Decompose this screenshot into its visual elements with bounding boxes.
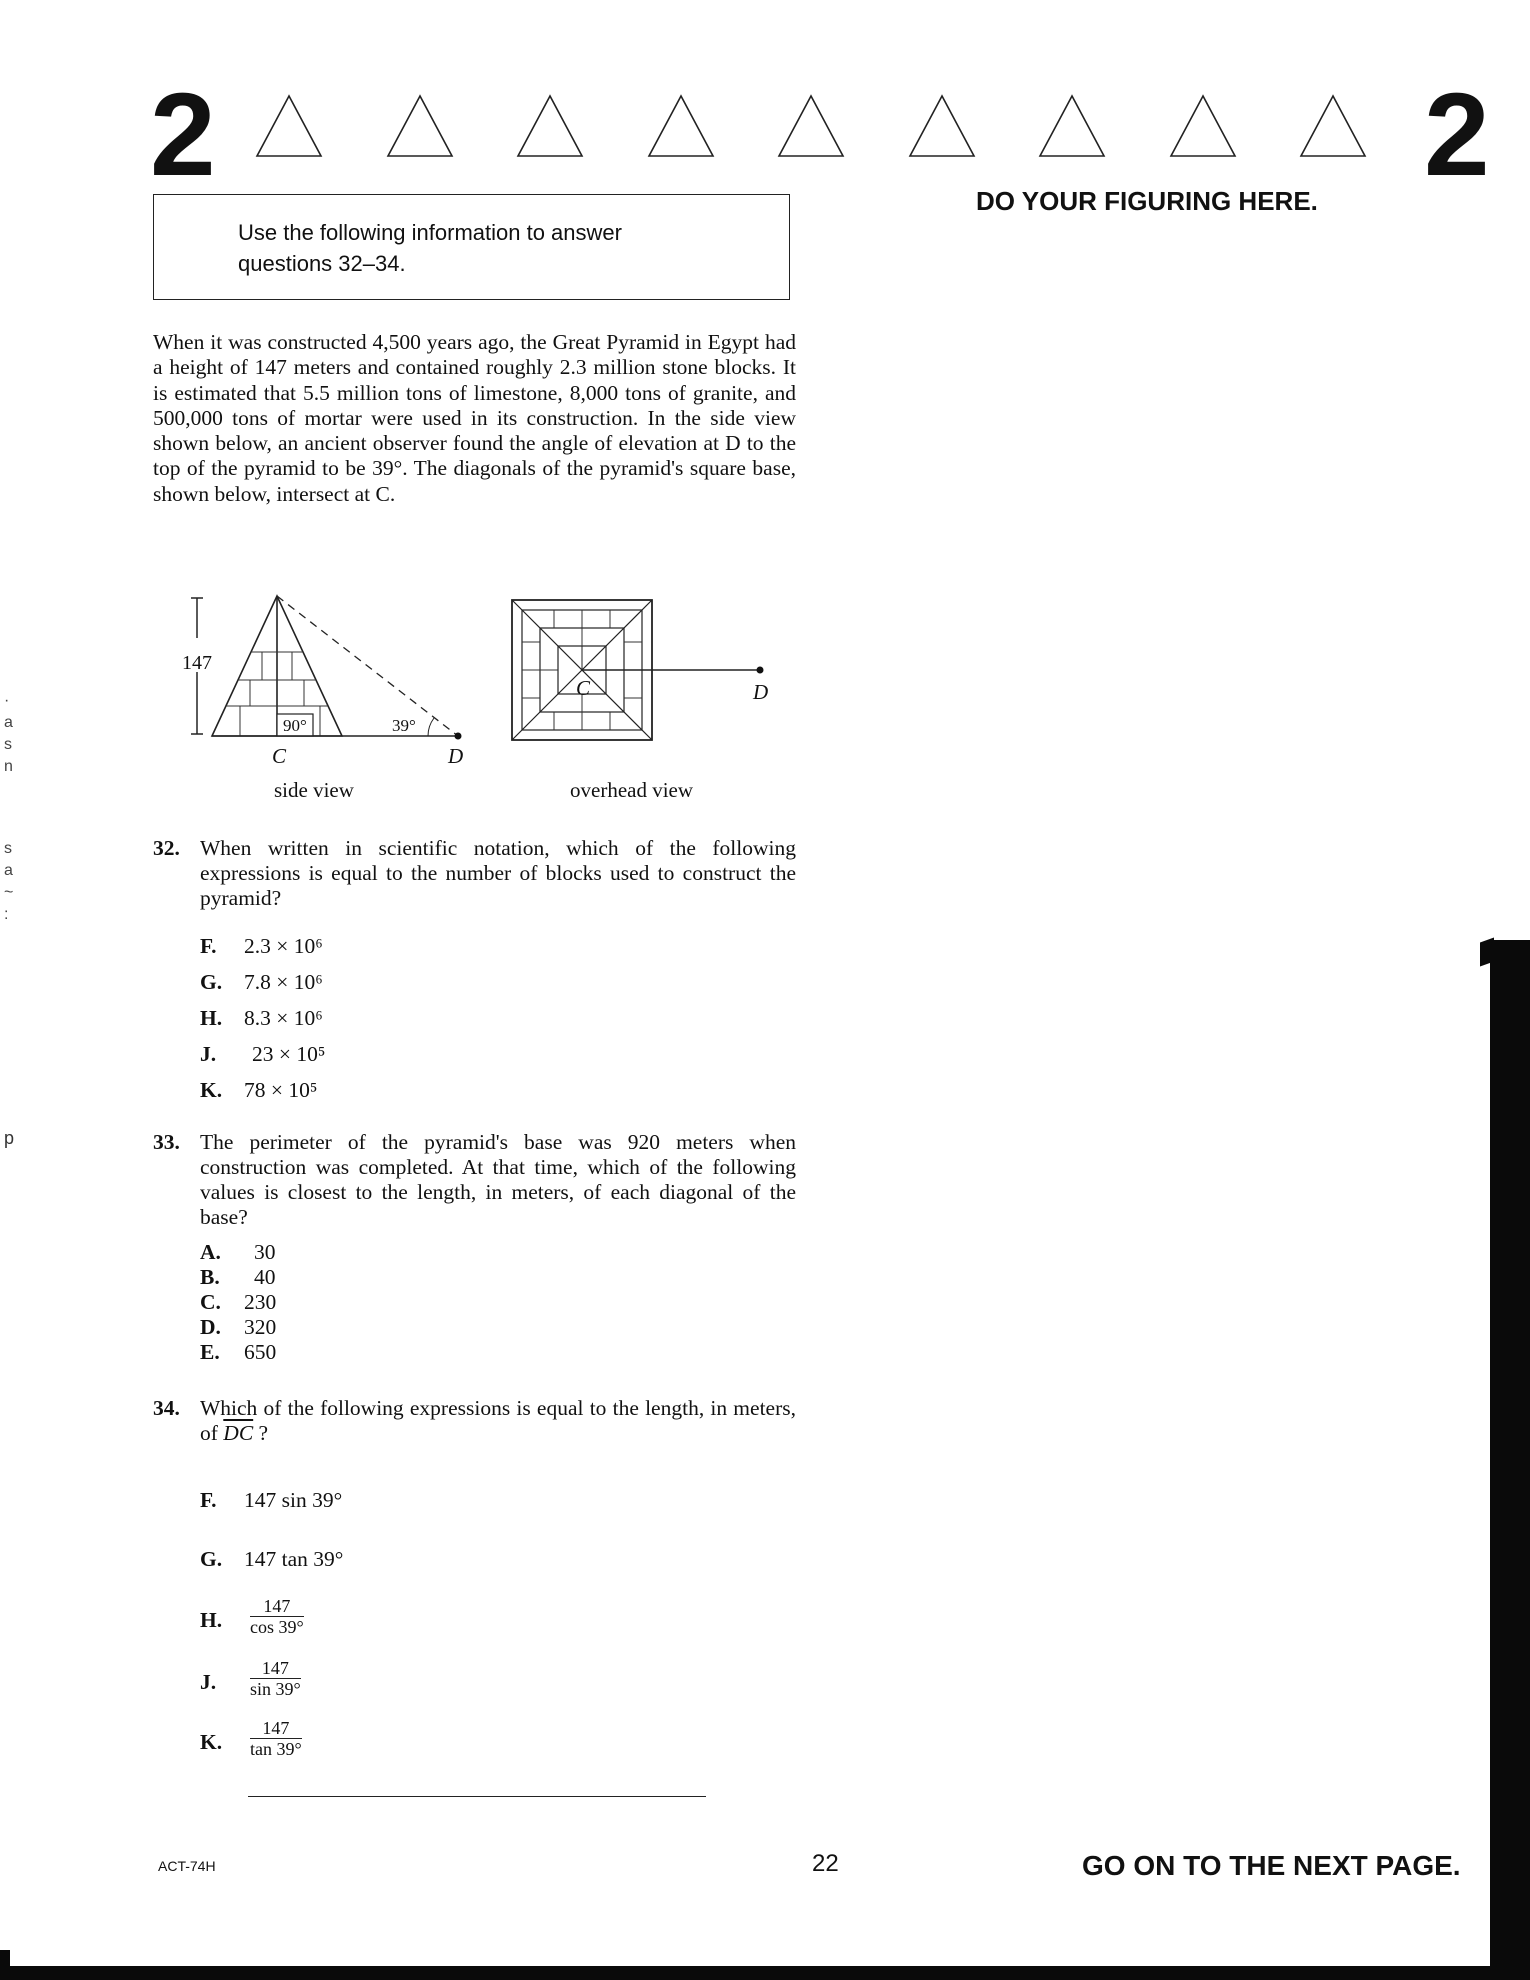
option-letter: D. <box>200 1315 221 1339</box>
question-text: The perimeter of the pyramid's base was 920 meters when construction was completed. At that time, which of the following values is closest to the length, in meters, of each diagonal of the base? <box>200 1130 796 1229</box>
question-text: When written in scientific notation, which of the following expressions is equal to the number of blocks used to construct the pyramid? <box>200 836 796 910</box>
option-letter: F. <box>200 1488 217 1512</box>
option-letter: H. <box>200 1608 223 1632</box>
question-34 <box>0 1396 800 1796</box>
question-32 <box>0 836 800 1102</box>
triangle-icon <box>516 92 584 160</box>
option-letter: C. <box>200 1290 221 1314</box>
option-value: 30 <box>254 1240 276 1264</box>
option-letter: F. <box>200 934 217 958</box>
option-letter: G. <box>200 970 223 994</box>
option-j <box>200 1670 244 1695</box>
option-letter: H. <box>200 1006 223 1030</box>
option-value: 78 × 10⁵ <box>244 1078 318 1102</box>
triangle-icon <box>777 92 845 160</box>
info-line-1: Use the following information to answer <box>238 220 622 245</box>
triangle-icon <box>1299 92 1367 160</box>
triangle-row <box>255 92 1385 162</box>
triangle-icon <box>255 92 323 160</box>
point-c-label: C <box>272 744 287 768</box>
next-page-instruction: GO ON TO THE NEXT PAGE. <box>1082 1850 1461 1881</box>
fraction-h <box>250 1596 304 1637</box>
option-e <box>200 1340 276 1365</box>
info-line-2: questions 32–34. <box>238 251 406 276</box>
option-value: 23 × 10⁵ <box>252 1042 326 1066</box>
question-33 <box>0 1130 800 1370</box>
left-margin-marks-2: s a ~ : <box>4 840 14 923</box>
end-rule <box>248 1796 706 1797</box>
fraction-denominator: tan 39° <box>250 1739 302 1759</box>
fraction-numerator: 147 <box>250 1658 301 1679</box>
test-code: ACT-74H <box>158 1858 216 1874</box>
option-letter: B. <box>200 1265 220 1289</box>
option-value: 2.3 × 10⁶ <box>244 934 323 958</box>
option-f <box>200 1488 342 1513</box>
option-j <box>200 1042 325 1067</box>
info-box-text <box>238 217 758 279</box>
option-value: 40 <box>254 1265 276 1289</box>
overhead-view-caption: overhead view <box>570 778 694 802</box>
option-k <box>200 1730 244 1755</box>
option-d <box>200 1315 276 1340</box>
option-value: 650 <box>244 1340 277 1364</box>
scan-edge-tip <box>1480 937 1494 966</box>
question-text-after: ? <box>253 1421 269 1445</box>
angle-label: 39° <box>392 716 416 735</box>
info-box <box>153 194 790 300</box>
height-label: 147 <box>182 652 212 674</box>
question-text <box>200 1396 796 1446</box>
left-margin-marks: · a s n <box>4 692 13 775</box>
option-letter: J. <box>200 1042 217 1066</box>
question-number: 32. <box>153 836 180 860</box>
option-k <box>200 1078 317 1103</box>
left-margin-mark-p: p <box>4 1128 15 1148</box>
question-number: 33. <box>153 1130 180 1154</box>
fraction-denominator: cos 39° <box>250 1617 304 1637</box>
scan-edge-shadow <box>1490 940 1530 1980</box>
page-number: 22 <box>812 1850 839 1877</box>
option-h <box>200 1006 323 1031</box>
option-g <box>200 1547 343 1572</box>
option-value: 7.8 × 10⁶ <box>244 970 323 994</box>
option-c <box>200 1290 276 1315</box>
option-letter: J. <box>200 1670 217 1694</box>
overhead-c-label: C <box>576 676 591 700</box>
right-angle-label: 90° <box>283 716 307 735</box>
fraction-denominator: sin 39° <box>250 1679 301 1699</box>
fraction-numerator: 147 <box>250 1718 302 1739</box>
option-b <box>200 1265 276 1290</box>
section-number-right: 2 <box>1424 69 1490 201</box>
option-value: 320 <box>244 1315 277 1339</box>
triangle-icon <box>1169 92 1237 160</box>
option-value: 147 tan 39° <box>244 1547 344 1571</box>
fraction-j <box>250 1658 301 1699</box>
fraction-numerator: 147 <box>250 1596 304 1617</box>
fraction-k <box>250 1718 302 1759</box>
option-a <box>200 1240 276 1265</box>
scan-bottom-bar <box>0 1966 1530 1980</box>
triangle-icon <box>908 92 976 160</box>
option-letter: G. <box>200 1547 223 1571</box>
section-number-left: 2 <box>150 69 216 201</box>
side-view-caption: side view <box>274 778 354 802</box>
triangle-icon <box>647 92 715 160</box>
figuring-heading: DO YOUR FIGURING HERE. <box>976 186 1318 216</box>
option-letter: E. <box>200 1340 220 1364</box>
scan-corner-mark <box>0 1950 10 1968</box>
option-h <box>200 1608 244 1633</box>
triangle-icon <box>1038 92 1106 160</box>
option-value: 230 <box>244 1290 277 1314</box>
option-g <box>200 970 323 995</box>
question-text-before: Which of the following expressions is equal to the length, in meters, of <box>200 1396 796 1445</box>
question-number: 34. <box>153 1396 180 1420</box>
triangle-icon <box>386 92 454 160</box>
point-d-label: D <box>448 744 464 768</box>
option-letter: K. <box>200 1078 223 1102</box>
passage-text: When it was constructed 4,500 years ago, the Great Pyramid in Egypt had a height of 147 meters and contained roughly 2.3 million stone blocks. It is estimated that 5.5 million tons of limestone, 8,000 tons of granite, and 500,000 tons of mortar were used in its construction. In the side view shown below, an ancient observer found the angle of elevation at D to the top of the pyramid to be 39°. The diagonals of the pyramid's square base, shown below, intersect at C. <box>153 330 796 506</box>
option-letter: A. <box>200 1240 221 1264</box>
option-f <box>200 934 323 959</box>
option-value: 147 sin 39° <box>244 1488 343 1512</box>
overhead-view-figure <box>510 596 780 746</box>
segment-dc: $\overline{DC}$ <box>223 1421 254 1445</box>
option-letter: K. <box>200 1730 223 1754</box>
side-view-figure <box>180 590 480 760</box>
overhead-d-label: D <box>753 680 769 704</box>
option-value: 8.3 × 10⁶ <box>244 1006 323 1030</box>
